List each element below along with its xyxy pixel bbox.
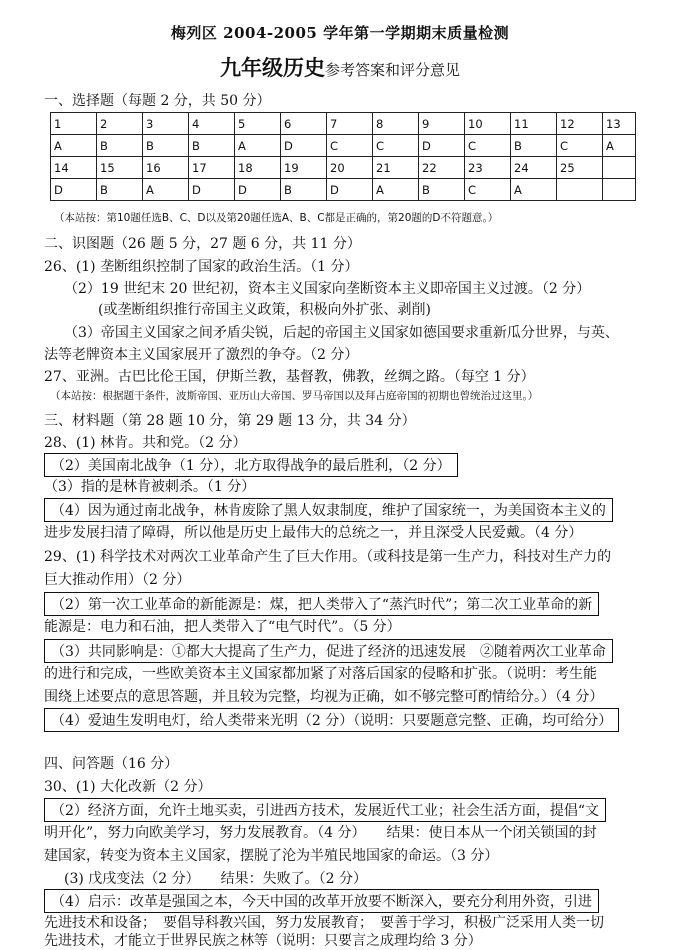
- section-2-heading: 二、识图题（26 题 5 分，27 题 6 分，共 11 分）: [44, 236, 361, 252]
- table-cell: 1: [51, 113, 97, 135]
- table-cell: 6: [281, 113, 327, 135]
- table-row: [51, 179, 636, 201]
- table-cell: C: [373, 135, 419, 157]
- table-cell: C: [557, 135, 603, 157]
- table-cell: 7: [327, 113, 373, 135]
- answer-line: 27、亚洲。古巴比伦王国，伊斯兰教，基督教，佛教，丝绸之路。（每空 1 分）: [44, 369, 535, 385]
- table-cell: B: [511, 135, 557, 157]
- answer-line: 30、(1) 大化改新（2 分）: [44, 779, 212, 795]
- answer-line: 28、(1) 林肯。共和党。（2 分）: [44, 435, 247, 451]
- answer-table: [50, 112, 636, 201]
- table-cell: 9: [419, 113, 465, 135]
- table-cell: 17: [189, 157, 235, 179]
- answer-line: 能源是：电力和石油，把人类带入了“电气时代”。（5 分）: [44, 619, 401, 635]
- table-cell: [557, 179, 603, 201]
- table-cell: 23: [465, 157, 511, 179]
- table-cell: A: [373, 179, 419, 201]
- table-cell: 13: [603, 113, 636, 135]
- section-4-heading: 四、问答题（16 分）: [44, 756, 179, 772]
- table-cell: A: [511, 179, 557, 201]
- answer-key-label: 参考答案和评分意见: [324, 61, 460, 79]
- answer-box: （4）启示：改革是强国之本，今天中国的改革开放要不断深入，要充分利用外资，引进: [44, 889, 599, 913]
- answer-box: （4）爱迪生发明电灯，给人类带来光明（2 分）（说明：只要题意完整、正确，均可给分）: [44, 708, 619, 732]
- table-cell: 10: [465, 113, 511, 135]
- table-cell: 8: [373, 113, 419, 135]
- table-cell: A: [603, 135, 636, 157]
- table-cell: 16: [143, 157, 189, 179]
- table-cell: [603, 179, 636, 201]
- table-cell: D: [51, 179, 97, 201]
- table-cell: A: [51, 135, 97, 157]
- answer-line: （3）指的是林肯被刺杀。（1 分）: [44, 479, 256, 495]
- table-cell: A: [235, 135, 281, 157]
- table-cell: 24: [511, 157, 557, 179]
- table-cell: [603, 157, 636, 179]
- answer-line: 先进技术，才能立于世界民族之林等（说明：只要言之成理均给 3 分）: [44, 933, 482, 949]
- table-cell: C: [465, 179, 511, 201]
- answer-line: 进步发展扫清了障碍，所以他是历史上最伟大的总统之一，并且深受人民爱戴。（4 分）: [44, 525, 583, 541]
- table-cell: 25: [557, 157, 603, 179]
- section-1-heading: 一、选择题（每题 2 分，共 50 分）: [44, 93, 271, 109]
- answer-line: 巨大推动作用）（2 分）: [44, 572, 191, 588]
- answer-box: （3）共同影响是：①都大大提高了生产力，促进了经济的迅速发展 ②随着两次工业革命: [44, 639, 613, 663]
- answer-line: 29、(1) 科学技术对两次工业革命产生了巨大作用。（或科技是第一生产力，科技对生产力的: [44, 549, 612, 565]
- subject-title: 九年级历史: [219, 55, 325, 80]
- editor-note-2: （本站按：根据题干条件，波斯帝国、亚历山大帝国、罗马帝国以及拜占庭帝国的初期也曾统治过这里。）: [50, 390, 539, 402]
- answer-line: 围绕上述要点的意思答题，并且较为完整，均视为正确，如不够完整可酌情给分。）（4 分）: [44, 689, 604, 705]
- answer-box: （2）美国南北战争（1 分），北方取得战争的最后胜利，（2 分）: [44, 453, 458, 477]
- table-cell: B: [419, 179, 465, 201]
- table-cell: 12: [557, 113, 603, 135]
- table-cell: 22: [419, 157, 465, 179]
- answer-line: 建国家，转变为资本主义国家，摆脱了沦为半殖民地国家的命运。（3 分）: [44, 848, 499, 864]
- section-3-heading: 三、材料题（第 28 题 10 分，第 29 题 13 分，共 34 分）: [44, 413, 416, 429]
- table-cell: D: [327, 179, 373, 201]
- table-cell: B: [97, 179, 143, 201]
- table-cell: 21: [373, 157, 419, 179]
- exam-subtitle: [0, 52, 680, 82]
- table-cell: D: [281, 135, 327, 157]
- table-cell: B: [143, 135, 189, 157]
- table-row: [51, 135, 636, 157]
- answer-line: (或垄断组织推行帝国主义政策，积极向外扩张、剥削): [98, 302, 431, 318]
- answer-line: （3）帝国主义国家之间矛盾尖锐，后起的帝国主义国家如德国要求重新瓜分世界，与英、: [64, 325, 619, 341]
- table-cell: D: [235, 179, 281, 201]
- table-cell: B: [281, 179, 327, 201]
- table-cell: D: [419, 135, 465, 157]
- editor-note-1: （本站按：第10题任选B、C、D以及第20题任选A、B、C都是正确的，第20题的D不符题意。）: [54, 212, 499, 224]
- table-cell: 18: [235, 157, 281, 179]
- answer-box: （4）因为通过南北战争，林肯废除了黑人奴隶制度，维护了国家统一，为美国资本主义的: [44, 498, 613, 522]
- table-cell: 5: [235, 113, 281, 135]
- table-cell: D: [189, 179, 235, 201]
- answer-line: (3) 戊戌变法（2 分） 结果：失败了。（2 分）: [64, 871, 367, 887]
- table-cell: C: [465, 135, 511, 157]
- table-cell: 3: [143, 113, 189, 135]
- table-cell: 14: [51, 157, 97, 179]
- answer-box: （2）经济方面，允许土地买卖，引进西方技术，发展近代工业；社会生活方面，提倡“文: [44, 798, 606, 822]
- table-cell: C: [327, 135, 373, 157]
- table-cell: 20: [327, 157, 373, 179]
- table-cell: 2: [97, 113, 143, 135]
- exam-title: 梅列区 2004-2005 学年第一学期期末质量检测: [170, 24, 510, 42]
- table-cell: 4: [189, 113, 235, 135]
- answer-line: 明开化”，努力向欧美学习，努力发展教育。（4 分） 结果：使日本从一个闭关锁国的封: [44, 825, 597, 841]
- table-row: [51, 113, 636, 135]
- table-cell: 19: [281, 157, 327, 179]
- table-cell: 15: [97, 157, 143, 179]
- table-cell: B: [97, 135, 143, 157]
- answer-line: 26、(1) 垄断组织控制了国家的政治生活。（1 分）: [44, 259, 359, 275]
- answer-line: （2）19 世纪末 20 世纪初，资本主义国家向垄断资本主义即帝国主义过渡。（2 分）: [64, 281, 591, 297]
- answer-line: 法等老牌资本主义国家展开了激烈的争夺。（2 分）: [44, 347, 359, 363]
- table-cell: 11: [511, 113, 557, 135]
- table-cell: A: [143, 179, 189, 201]
- answer-line: 的进行和完成，一些欧美资本主义国家都加紧了对落后国家的侵略和扩张。（说明：考生能: [44, 666, 597, 682]
- table-row: [51, 157, 636, 179]
- table-cell: B: [189, 135, 235, 157]
- answer-line: 先进技术和设备； 要倡导科教兴国，努力发展教育； 要善于学习，积极广泛采用人类一切: [44, 915, 604, 931]
- answer-box: （2）第一次工业革命的新能源是：煤，把人类带入了“蒸汽时代”；第二次工业革命的新: [44, 592, 599, 616]
